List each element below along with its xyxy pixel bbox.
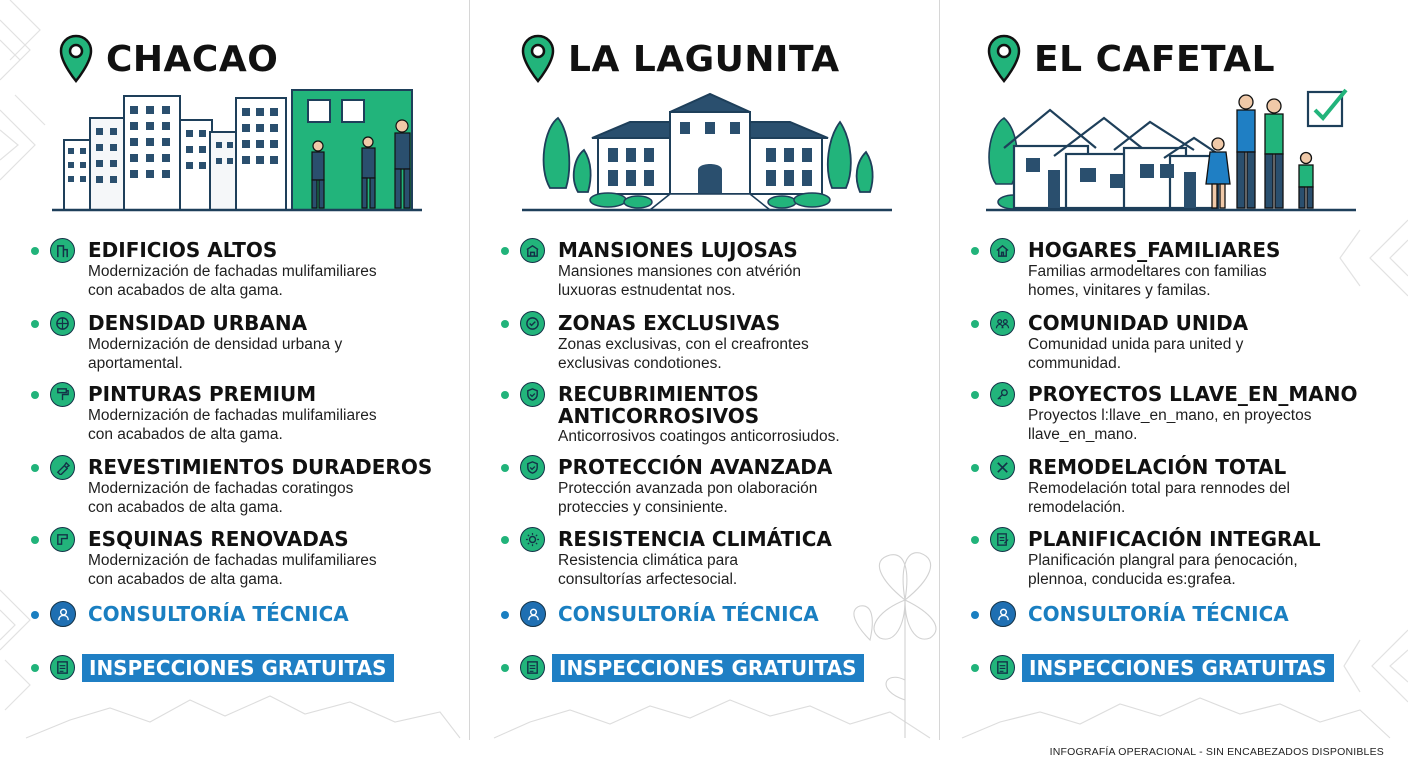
bullet [501,320,509,328]
bullet [971,320,979,328]
illustration-family-homes [984,88,1364,216]
sun-icon [520,527,545,552]
item-description-line: Comunidad unida para united y [1028,336,1244,353]
check-circle-icon [520,311,545,336]
column-title-text: EL CAFETAL [1034,38,1276,80]
footer-caption: INFOGRAFÍA OPERACIONAL - SIN ENCABEZADOS DISPONIBLES [1049,746,1384,758]
column-el-cafetal [940,0,1406,740]
inspecciones-label: INSPECCIONES GRATUITAS [82,654,394,682]
item-heading: REVESTIMIENTOS DURADEROS [88,455,433,479]
column-la-lagunita [470,0,936,740]
item-description-line: plennoa, conducida es:grafea. [1028,571,1236,588]
item-heading: ZONAS EXCLUSIVAS [558,311,781,335]
item-description-line: Proyectos l:llave_en_mano, en proyectos [1028,407,1312,424]
item-heading: PROTECCIÓN AVANZADA [558,455,833,479]
item-description-line: con acabados de alta gama. [88,499,283,516]
key-hand-icon [990,382,1015,407]
item-description-line: Familias armodeltares con familias [1028,263,1267,280]
consultoria-label: CONSULTORÍA TÉCNICA [1028,602,1289,626]
clipboard-icon [990,655,1015,680]
item-description-line: proteccies y consiniente. [558,499,728,516]
item-heading: DENSIDAD URBANA [88,311,308,335]
inspecciones-label: INSPECCIONES GRATUITAS [552,654,864,682]
item-description-line: con acabados de alta gama. [88,571,283,588]
item-description-line: Modernización de fachadas coratingos [88,480,354,497]
column-title-text: CHACAO [106,38,279,80]
item-description-line: aportamental. [88,355,183,372]
bullet [971,391,979,399]
bullet [501,391,509,399]
bullet [971,536,979,544]
location-pin-icon [58,34,94,84]
bullet [31,247,39,255]
bullet [501,611,509,619]
item-heading: COMUNIDAD UNIDA [1028,311,1249,335]
shield-icon [520,455,545,480]
item-heading: PLANIFICACIÓN INTEGRAL [1028,527,1321,551]
bullet [501,664,509,672]
bullet [31,391,39,399]
column-title [520,34,840,84]
item-description-line: con acabados de alta gama. [88,282,283,299]
item-description-line: Resistencia climática para [558,552,739,569]
column-title [986,34,1275,84]
item-heading: PINTURAS PREMIUM [88,382,317,406]
consultoria-label: CONSULTORÍA TÉCNICA [88,602,349,626]
bullet [31,464,39,472]
illustration-luxury-mansion [520,88,900,216]
item-description-line: remodelación. [1028,499,1126,516]
bullet [31,320,39,328]
mansion-icon [520,238,545,263]
plan-document-icon [990,527,1015,552]
column-title [58,34,278,84]
item-description-line: Modernización de fachadas mulifamiliares [88,407,377,424]
item-heading: ESQUINAS RENOVADAS [88,527,349,551]
item-heading: PROYECTOS LLAVE_EN_MANO [1028,382,1358,406]
consultant-icon [990,601,1016,627]
item-description-line: luxuoras estnudentat nos. [558,282,736,299]
item-description-line: Zonas exclusivas, con el creafrontes [558,336,809,353]
brush-icon [50,455,75,480]
bullet [501,464,509,472]
item-heading: REMODELACIÓN TOTAL [1028,455,1287,479]
item-heading: HOGARES_FAMILIARES [1028,238,1281,262]
item-description-line: homes, vinitares y familas. [1028,282,1211,299]
item-description-line: Modernización de densidad urbana y [88,336,343,353]
item-heading: RESISTENCIA CLIMÁTICA [558,527,832,551]
item-description-line: Modernización de fachadas mulifamiliares [88,263,377,280]
clipboard-icon [520,655,545,680]
shield-check-icon [520,382,545,407]
paint-roller-icon [50,382,75,407]
item-description-line: con acabados de alta gama. [88,426,283,443]
item-heading: EDIFICIOS ALTOS [88,238,278,262]
tools-icon [990,455,1015,480]
inspecciones-label: INSPECCIONES GRATUITAS [1022,654,1334,682]
item-description-line: Remodelación total para rennodes del [1028,480,1290,497]
item-description-line: communidad. [1028,355,1122,372]
bullet [971,664,979,672]
consultant-icon [520,601,546,627]
corner-icon [50,527,75,552]
grid-globe-icon [50,311,75,336]
consultant-icon [50,601,76,627]
column-title-text: LA LAGUNITA [568,38,840,80]
bullet [31,611,39,619]
item-description-line: exclusivas condotiones. [558,355,722,372]
bullet [971,464,979,472]
bullet [971,611,979,619]
building-icon [50,238,75,263]
item-description-line: llave_en_mano. [1028,426,1138,443]
item-heading: RECUBRIMIENTOS ANTICORROSIVOS [558,382,760,428]
item-description-line: Mansiones mansiones con atvérión [558,263,801,280]
item-heading: MANSIONES LUJOSAS [558,238,798,262]
home-icon [990,238,1015,263]
bullet [501,247,509,255]
bullet [31,664,39,672]
location-pin-icon [520,34,556,84]
bullet [501,536,509,544]
location-pin-icon [986,34,1022,84]
item-description-line: Planificación plangral para ṕenocación, [1028,552,1298,569]
item-description-line: Modernización de fachadas mulifamiliares [88,552,377,569]
clipboard-icon [50,655,75,680]
item-description-line: Anticorrosivos coatingos anticorrosiudos. [558,428,840,445]
consultoria-label: CONSULTORÍA TÉCNICA [558,602,819,626]
item-description-line: consultorías arfectesocial. [558,571,738,588]
bullet [31,536,39,544]
bullet [971,247,979,255]
column-chacao [0,0,466,740]
item-description-line: Protección avanzada pon olaboración [558,480,818,497]
illustration-high-rise-buildings [50,88,430,216]
people-icon [990,311,1015,336]
